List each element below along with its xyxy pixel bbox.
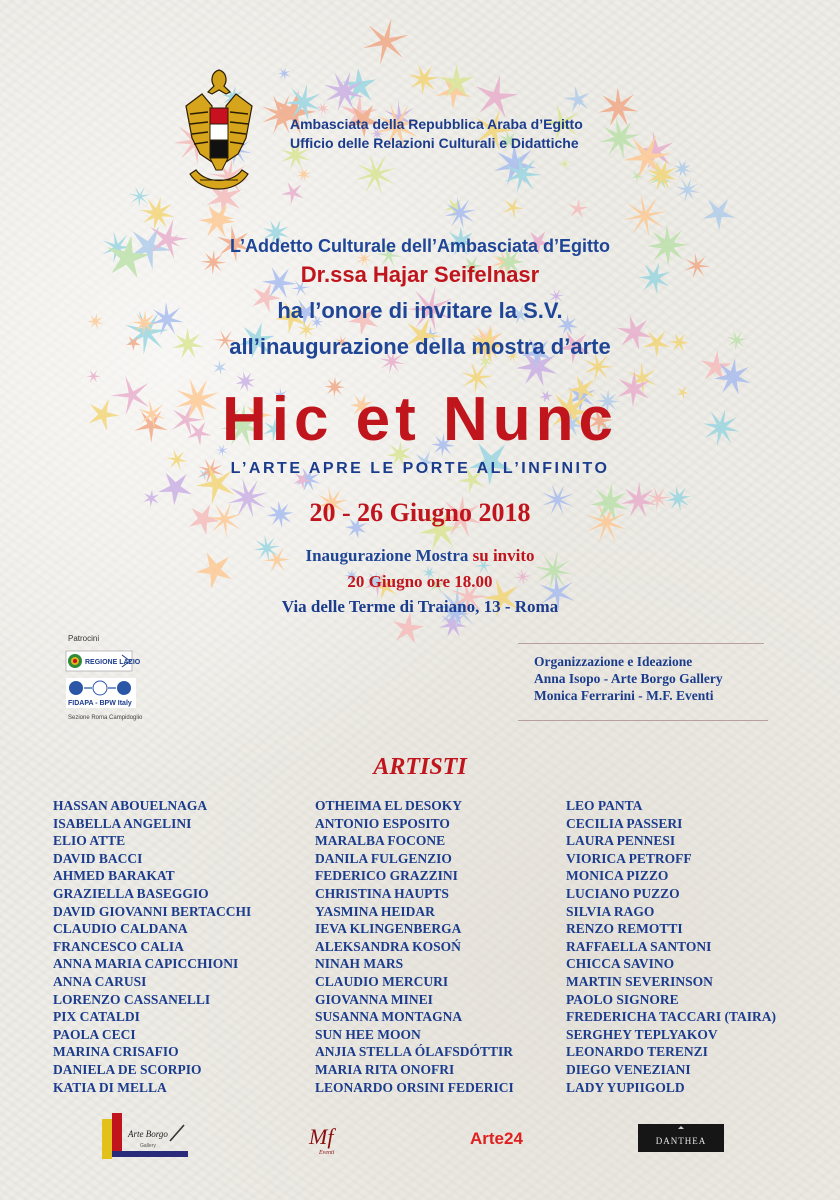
decorative-star <box>476 75 518 118</box>
fidapa-logo <box>66 678 136 708</box>
danthea-text: DANTHEA <box>655 1136 707 1146</box>
opening-suffix: su invito <box>472 546 535 565</box>
artist-name: LEONARDO TERENZI <box>566 1044 708 1060</box>
decorative-star <box>673 160 691 178</box>
decorative-star <box>355 153 396 194</box>
artist-name: GIOVANNA MINEI <box>315 991 433 1007</box>
decorative-star <box>281 182 304 205</box>
org-line-2: Monica Ferrarini - M.F. Eventi <box>534 688 714 703</box>
artists-heading: ARTISTI <box>373 754 467 780</box>
artist-name: LADY YUPIIGOLD <box>566 1079 685 1095</box>
artist-name: SUN HEE MOON <box>315 1026 421 1042</box>
arte-borgo-gallery-logo <box>100 1113 190 1161</box>
artist-name: PAOLO SIGNORE <box>566 991 679 1007</box>
decorative-star <box>317 102 330 115</box>
decorative-star <box>278 67 290 80</box>
invite-line-3: ha l’onore di invitare la S.V. <box>277 298 563 323</box>
artist-name: DANIELA DE SCORPIO <box>53 1061 202 1077</box>
org-line-1: Anna Isopo - Arte Borgo Gallery <box>534 671 723 686</box>
decorative-star <box>129 186 151 208</box>
arte-borgo-sub: Gallery <box>140 1143 156 1149</box>
mf-eventi-logo <box>305 1118 349 1158</box>
artist-name: DANILA FULGENZIO <box>315 850 452 866</box>
lazio-text: REGIONE LAZIO <box>85 659 141 666</box>
decorative-star <box>86 370 101 383</box>
arte-borgo-text: Arte Borgo <box>128 1129 168 1139</box>
artist-name: CHICCA SAVINO <box>566 956 675 972</box>
decorative-star <box>297 167 311 181</box>
artist-name: PIX CATALDI <box>53 1009 140 1025</box>
mf-sub: Eventi <box>319 1150 335 1156</box>
decorative-star <box>503 197 524 219</box>
artist-name: SERGHEY TEPLYAKOV <box>566 1026 718 1042</box>
decorative-star <box>559 158 571 170</box>
artist-name: ANJIA STELLA ÓLAFSDÓTTIR <box>315 1044 514 1060</box>
artist-name: ANNA MARIA CAPICCHIONI <box>53 956 239 972</box>
artist-name: FREDERICHA TACCARI (TAIRA) <box>566 1009 777 1025</box>
arte24-text: Arte24 <box>470 1129 523 1148</box>
decorative-star <box>623 193 667 237</box>
artist-name: CLAUDIO MERCURI <box>315 973 449 989</box>
opening-line <box>0 546 840 566</box>
arte24-logo <box>468 1124 532 1152</box>
fidapa-section: Sezione Roma Campidoglio <box>68 715 143 721</box>
artist-name: VIORICA PETROFF <box>566 850 692 866</box>
fidapa-text: FIDAPA - BPW Italy <box>68 700 132 707</box>
artist-name: FRANCESCO CALIA <box>53 938 184 954</box>
mf-text: Mf <box>309 1124 334 1149</box>
invite-line-1: L’Addetto Culturale dell’Ambasciata d’Egitto <box>229 236 611 256</box>
artist-name: LAURA PENNESI <box>566 833 676 849</box>
artist-name: HASSAN ABOUELNAGA <box>53 798 208 813</box>
decorative-star <box>600 118 641 159</box>
artist-name: ANNA CARUSI <box>53 973 147 989</box>
exhibition-subtitle: L’ARTE APRE LE PORTE ALL’INFINITO <box>230 460 610 477</box>
regione-lazio-logo <box>66 651 141 671</box>
artists-column-2 <box>315 797 514 1096</box>
artist-name: DAVID GIOVANNI BERTACCHI <box>53 903 252 919</box>
decorative-star <box>599 87 639 126</box>
artist-name: CHRISTINA HAUPTS <box>315 885 449 901</box>
artists-column-1 <box>53 797 251 1096</box>
artist-name: AHMED BARAKAT <box>53 868 175 884</box>
artist-name: GRAZIELLA BASEGGIO <box>53 885 209 901</box>
artist-name: LEO PANTA <box>566 798 643 813</box>
artist-name: OTHEIMA EL DESOKY <box>315 798 463 813</box>
artist-name: SUSANNA MONTAGNA <box>315 1009 463 1025</box>
artist-name: RENZO REMOTTI <box>566 921 683 937</box>
artist-name: LUCIANO PUZZO <box>566 885 680 901</box>
artist-name: KATIA DI MELLA <box>53 1079 167 1095</box>
artist-name: CECILIA PASSERI <box>566 815 683 831</box>
decorative-star <box>564 86 590 112</box>
artist-name: MARINA CRISAFIO <box>53 1044 179 1060</box>
artist-name: ANTONIO ESPOSITO <box>315 815 450 831</box>
artist-name: MARALBA FOCONE <box>315 833 446 849</box>
org-heading: Organizzazione e Ideazione <box>534 654 693 669</box>
exhibition-dates: 20 - 26 Giugno 2018 <box>309 498 531 527</box>
opening-prefix: Inaugurazione Mostra <box>305 546 473 565</box>
decorative-star <box>213 360 227 375</box>
decorative-star <box>444 197 477 229</box>
org-divider-bottom <box>518 720 768 721</box>
invite-line-4: all’inaugurazione della mostra d’arte <box>229 334 611 359</box>
artist-name: YASMINA HEIDAR <box>315 903 435 919</box>
egypt-eagle-emblem-icon <box>182 66 256 200</box>
artist-name: MONICA PIZZO <box>566 868 669 884</box>
opening-time: 20 Giugno ore 18.00 <box>347 572 493 591</box>
artist-name: RAFFAELLA SANTONI <box>566 938 712 954</box>
decorative-star <box>409 65 440 96</box>
decorative-star <box>703 199 736 230</box>
danthea-logo <box>638 1124 724 1152</box>
sponsors-label: Patrocini <box>68 634 100 643</box>
artist-name: LEONARDO ORSINI FEDERICI <box>315 1079 514 1095</box>
artist-name: NINAH MARS <box>315 956 404 972</box>
artist-name: FEDERICO GRAZZINI <box>315 868 458 884</box>
org-divider-top <box>518 643 764 644</box>
artist-name: IEVA KLINGENBERGA <box>315 921 462 937</box>
artists-column-3 <box>566 797 776 1096</box>
decorative-star <box>363 18 409 64</box>
embassy-office: Ufficio delle Relazioni Culturali e Didattiche <box>290 135 579 151</box>
artist-name: ISABELLA ANGELINI <box>53 815 192 831</box>
artist-name: SILVIA RAGO <box>566 903 655 919</box>
artist-name: LORENZO CASSANELLI <box>53 991 211 1007</box>
exhibition-title: Hic et Nunc <box>221 385 619 454</box>
artist-name: DAVID BACCI <box>53 850 143 866</box>
artist-name: ELIO ATTE <box>53 833 126 849</box>
artist-name: DIEGO VENEZIANI <box>566 1061 691 1077</box>
artist-name: ALEKSANDRA KOSOŃ <box>315 938 461 954</box>
artist-name: MARIA RITA ONOFRI <box>315 1061 455 1077</box>
venue-address: Via delle Terme di Traiano, 13 - Roma <box>281 597 559 616</box>
embassy-name: Ambasciata della Repubblica Araba d’Egitto <box>290 116 583 132</box>
artist-name: PAOLA CECI <box>53 1026 136 1042</box>
artist-name: CLAUDIO CALDANA <box>53 921 188 937</box>
decorative-star <box>568 199 588 219</box>
decorative-star <box>675 178 700 203</box>
host-name: Dr.ssa Hajar Seifelnasr <box>300 262 540 287</box>
artist-name: MARTIN SEVERINSON <box>566 973 713 989</box>
